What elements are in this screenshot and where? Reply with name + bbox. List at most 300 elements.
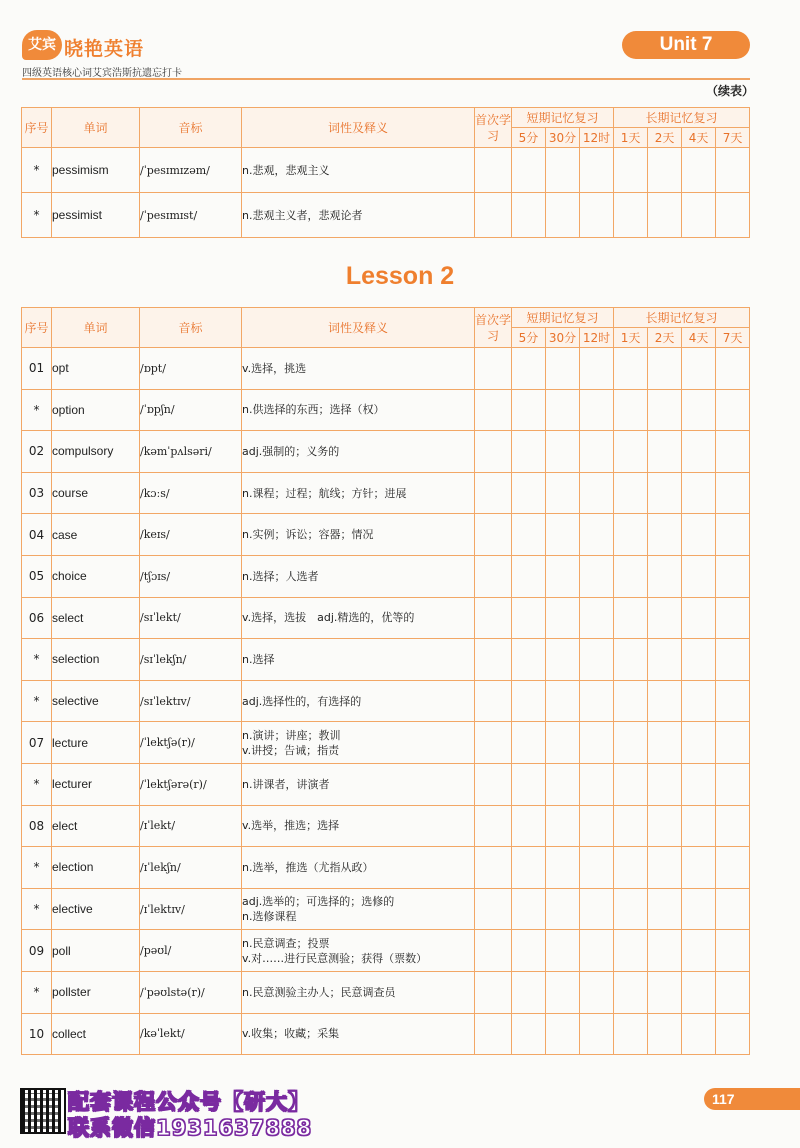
row-word: selective (52, 680, 140, 722)
page-header (0, 0, 800, 98)
review-checkbox[interactable] (475, 722, 512, 764)
unit-badge: Unit 7 (622, 31, 750, 59)
row-word: election (52, 847, 140, 889)
definition-line: n.选举，推选（尤指从政） (242, 860, 374, 874)
definition-line: v.讲授；告诫；指责 (242, 743, 340, 757)
definition-line: adj.强制的；义务的 (242, 444, 340, 458)
review-checkbox[interactable] (648, 1013, 682, 1055)
review-checkbox[interactable] (716, 639, 750, 681)
definition-line: adj.选择性的，有选择的 (242, 694, 362, 708)
table-row (22, 431, 750, 473)
header-long-col: 1天 (614, 328, 648, 348)
review-checkbox[interactable] (614, 348, 648, 390)
review-checkbox[interactable] (716, 722, 750, 764)
row-seq: * (22, 148, 52, 193)
definition-line: n.民意调查；投票 (242, 936, 330, 950)
review-checkbox[interactable] (614, 805, 648, 847)
row-definition (242, 193, 475, 238)
definition-line: n.悲观，悲观主义 (242, 163, 330, 177)
row-phonetic: /sɪˈlekʃn/ (140, 639, 242, 681)
review-checkbox[interactable] (682, 763, 716, 805)
review-checkbox[interactable] (716, 888, 750, 930)
review-checkbox[interactable] (716, 971, 750, 1013)
review-checkbox[interactable] (682, 847, 716, 889)
review-checkbox[interactable] (512, 555, 546, 597)
header-word: 单词 (52, 108, 140, 148)
review-checkbox[interactable] (475, 555, 512, 597)
header-short-col: 5分 (512, 128, 546, 148)
table-row (22, 555, 750, 597)
header-seq: 序号 (22, 108, 52, 148)
review-checkbox[interactable] (580, 763, 614, 805)
review-checkbox[interactable] (475, 472, 512, 514)
review-checkbox[interactable] (546, 348, 580, 390)
table-row (22, 514, 750, 556)
review-checkbox[interactable] (682, 888, 716, 930)
header-definition: 词性及释义 (242, 108, 475, 148)
review-checkbox[interactable] (614, 431, 648, 473)
header-long-col: 4天 (682, 128, 716, 148)
review-checkbox[interactable] (648, 971, 682, 1013)
header-phonetic: 音标 (140, 108, 242, 148)
row-definition (242, 472, 475, 514)
definition-line: adj.选举的；可选择的；选修的 (242, 895, 395, 909)
row-word: compulsory (52, 431, 140, 473)
review-checkbox[interactable] (716, 348, 750, 390)
brand-logo: 艾宾 (22, 30, 62, 60)
definition-line: n.民意测验主办人；民意调查员 (242, 985, 396, 999)
row-seq: * (22, 971, 52, 1013)
review-checkbox[interactable] (512, 431, 546, 473)
review-checkbox[interactable] (546, 193, 580, 238)
row-phonetic: /ˈɒpʃn/ (140, 389, 242, 431)
definition-line: v.选择，挑选 (242, 361, 307, 375)
review-checkbox[interactable] (648, 722, 682, 764)
review-checkbox[interactable] (580, 847, 614, 889)
review-checkbox[interactable] (648, 389, 682, 431)
row-word: select (52, 597, 140, 639)
row-phonetic: /ɪˈlekʃn/ (140, 847, 242, 889)
review-checkbox[interactable] (475, 348, 512, 390)
row-definition (242, 971, 475, 1013)
row-definition (242, 348, 475, 390)
row-phonetic: /ˈpəʊlstə(r)/ (140, 971, 242, 1013)
review-checkbox[interactable] (580, 514, 614, 556)
review-checkbox[interactable] (682, 348, 716, 390)
vocab-table-lesson (21, 307, 750, 1055)
review-checkbox[interactable] (546, 514, 580, 556)
review-checkbox[interactable] (546, 389, 580, 431)
definition-line: n.供选择的东西；选择（权） (242, 403, 385, 417)
row-definition (242, 514, 475, 556)
row-definition (242, 148, 475, 193)
row-seq: 10 (22, 1013, 52, 1055)
page-number: 117 (704, 1088, 800, 1110)
review-checkbox[interactable] (512, 888, 546, 930)
row-seq: * (22, 680, 52, 722)
review-checkbox[interactable] (716, 193, 750, 238)
row-definition (242, 597, 475, 639)
row-word: pollster (52, 971, 140, 1013)
row-seq: * (22, 389, 52, 431)
review-checkbox[interactable] (716, 148, 750, 193)
header-first-study: 首次学习 (475, 308, 512, 348)
row-phonetic: /tʃɔɪs/ (140, 555, 242, 597)
row-word: selection (52, 639, 140, 681)
row-definition (242, 431, 475, 473)
table-row (22, 847, 750, 889)
header-definition: 词性及释义 (242, 308, 475, 348)
row-phonetic: /kəmˈpʌlsəri/ (140, 431, 242, 473)
review-checkbox[interactable] (682, 680, 716, 722)
definition-line: n.选择；人选者 (242, 569, 319, 583)
review-checkbox[interactable] (580, 472, 614, 514)
review-checkbox[interactable] (475, 805, 512, 847)
row-phonetic: /ˈpesɪmɪst/ (140, 193, 242, 238)
row-word: lecture (52, 722, 140, 764)
review-checkbox[interactable] (580, 805, 614, 847)
header-long-term: 长期记忆复习 (614, 308, 750, 328)
review-checkbox[interactable] (475, 193, 512, 238)
header-seq: 序号 (22, 308, 52, 348)
review-checkbox[interactable] (648, 597, 682, 639)
table-row (22, 805, 750, 847)
row-word: poll (52, 930, 140, 972)
row-phonetic: /kəˈlekt/ (140, 1013, 242, 1055)
review-checkbox[interactable] (682, 389, 716, 431)
header-long-col: 7天 (716, 128, 750, 148)
row-seq: * (22, 639, 52, 681)
review-checkbox[interactable] (614, 389, 648, 431)
review-checkbox[interactable] (546, 431, 580, 473)
review-checkbox[interactable] (580, 555, 614, 597)
definition-line: n.课程；过程；航线；方针；进展 (242, 486, 407, 500)
row-phonetic: /keɪs/ (140, 514, 242, 556)
row-definition (242, 722, 475, 764)
vocab-table-continued (21, 107, 750, 238)
review-checkbox[interactable] (580, 348, 614, 390)
review-checkbox[interactable] (512, 193, 546, 238)
review-checkbox[interactable] (614, 763, 648, 805)
review-checkbox[interactable] (716, 472, 750, 514)
header-long-col: 2天 (648, 128, 682, 148)
header-long-col: 7天 (716, 328, 750, 348)
review-checkbox[interactable] (682, 193, 716, 238)
footer-ad-contact: 联系微信1931637888 (68, 1116, 313, 1140)
review-checkbox[interactable] (716, 1013, 750, 1055)
review-checkbox[interactable] (648, 805, 682, 847)
review-checkbox[interactable] (648, 680, 682, 722)
review-checkbox[interactable] (580, 389, 614, 431)
header-long-col: 4天 (682, 328, 716, 348)
review-checkbox[interactable] (716, 389, 750, 431)
review-checkbox[interactable] (614, 847, 648, 889)
row-seq: 08 (22, 805, 52, 847)
table-row (22, 763, 750, 805)
header-short-col: 12时 (580, 128, 614, 148)
row-phonetic: /pəʊl/ (140, 930, 242, 972)
review-checkbox[interactable] (546, 930, 580, 972)
row-seq: 01 (22, 348, 52, 390)
header-long-term: 长期记忆复习 (614, 108, 750, 128)
review-checkbox[interactable] (614, 514, 648, 556)
review-checkbox[interactable] (648, 930, 682, 972)
header-short-col: 5分 (512, 328, 546, 348)
review-checkbox[interactable] (512, 680, 546, 722)
review-checkbox[interactable] (475, 639, 512, 681)
row-definition (242, 680, 475, 722)
review-checkbox[interactable] (580, 680, 614, 722)
review-checkbox[interactable] (546, 148, 580, 193)
review-checkbox[interactable] (682, 148, 716, 193)
review-checkbox[interactable] (475, 930, 512, 972)
row-seq: 04 (22, 514, 52, 556)
review-checkbox[interactable] (648, 763, 682, 805)
review-checkbox[interactable] (580, 722, 614, 764)
row-definition (242, 389, 475, 431)
review-checkbox[interactable] (475, 514, 512, 556)
row-definition (242, 805, 475, 847)
row-seq: 05 (22, 555, 52, 597)
header-first-study: 首次学习 (475, 108, 512, 148)
review-checkbox[interactable] (546, 472, 580, 514)
review-checkbox[interactable] (512, 389, 546, 431)
header-short-col: 12时 (580, 328, 614, 348)
review-checkbox[interactable] (682, 514, 716, 556)
review-checkbox[interactable] (648, 193, 682, 238)
review-checkbox[interactable] (716, 514, 750, 556)
definition-line: n.讲课者，讲演者 (242, 777, 330, 791)
review-checkbox[interactable] (475, 1013, 512, 1055)
row-seq: 09 (22, 930, 52, 972)
review-checkbox[interactable] (614, 193, 648, 238)
row-word: elect (52, 805, 140, 847)
review-checkbox[interactable] (580, 639, 614, 681)
header-word: 单词 (52, 308, 140, 348)
table-row (22, 722, 750, 764)
row-definition (242, 930, 475, 972)
table-row (22, 930, 750, 972)
row-word: option (52, 389, 140, 431)
qr-code (20, 1088, 66, 1134)
review-checkbox[interactable] (614, 555, 648, 597)
definition-line: v.选举，推选；选择 (242, 819, 340, 833)
review-checkbox[interactable] (475, 847, 512, 889)
review-checkbox[interactable] (648, 847, 682, 889)
review-checkbox[interactable] (716, 930, 750, 972)
review-checkbox[interactable] (614, 1013, 648, 1055)
continued-label: （续表） (706, 84, 755, 98)
review-checkbox[interactable] (614, 722, 648, 764)
table-row (22, 193, 750, 238)
row-word: opt (52, 348, 140, 390)
review-checkbox[interactable] (475, 763, 512, 805)
review-checkbox[interactable] (648, 555, 682, 597)
review-checkbox[interactable] (614, 930, 648, 972)
row-definition (242, 555, 475, 597)
table-row (22, 472, 750, 514)
review-checkbox[interactable] (614, 148, 648, 193)
row-definition (242, 639, 475, 681)
review-checkbox[interactable] (546, 763, 580, 805)
review-checkbox[interactable] (546, 722, 580, 764)
review-checkbox[interactable] (614, 472, 648, 514)
review-checkbox[interactable] (546, 555, 580, 597)
row-definition (242, 888, 475, 930)
review-checkbox[interactable] (614, 680, 648, 722)
row-word: collect (52, 1013, 140, 1055)
review-checkbox[interactable] (512, 472, 546, 514)
review-checkbox[interactable] (614, 888, 648, 930)
table-row (22, 389, 750, 431)
review-checkbox[interactable] (512, 847, 546, 889)
review-checkbox[interactable] (546, 805, 580, 847)
review-checkbox[interactable] (580, 597, 614, 639)
row-word: elective (52, 888, 140, 930)
brand-name: 晓艳英语 (64, 38, 145, 60)
review-checkbox[interactable] (682, 971, 716, 1013)
row-phonetic: /ɪˈlekt/ (140, 805, 242, 847)
review-checkbox[interactable] (682, 1013, 716, 1055)
row-word: pessimism (52, 148, 140, 193)
table-row (22, 971, 750, 1013)
review-checkbox[interactable] (682, 930, 716, 972)
review-checkbox[interactable] (512, 805, 546, 847)
table-row (22, 597, 750, 639)
review-checkbox[interactable] (682, 722, 716, 764)
row-seq: * (22, 763, 52, 805)
table-row (22, 1013, 750, 1055)
footer-ad-course: 配套课程公众号【研大】 (68, 1090, 310, 1114)
review-checkbox[interactable] (512, 639, 546, 681)
review-checkbox[interactable] (682, 639, 716, 681)
row-seq: * (22, 847, 52, 889)
lesson-title: Lesson 2 (345, 262, 455, 290)
header-short-col: 30分 (546, 128, 580, 148)
review-checkbox[interactable] (512, 597, 546, 639)
review-checkbox[interactable] (648, 888, 682, 930)
review-checkbox[interactable] (475, 680, 512, 722)
review-checkbox[interactable] (614, 639, 648, 681)
review-checkbox[interactable] (716, 847, 750, 889)
review-checkbox[interactable] (580, 930, 614, 972)
review-checkbox[interactable] (580, 1013, 614, 1055)
row-phonetic: /ɒpt/ (140, 348, 242, 390)
review-checkbox[interactable] (475, 888, 512, 930)
row-phonetic: /ˈpesɪmɪzəm/ (140, 148, 242, 193)
review-checkbox[interactable] (716, 555, 750, 597)
review-checkbox[interactable] (682, 555, 716, 597)
review-checkbox[interactable] (716, 763, 750, 805)
row-phonetic: /sɪˈlekt/ (140, 597, 242, 639)
review-checkbox[interactable] (512, 148, 546, 193)
review-checkbox[interactable] (512, 930, 546, 972)
row-word: lecturer (52, 763, 140, 805)
review-checkbox[interactable] (546, 847, 580, 889)
review-checkbox[interactable] (716, 431, 750, 473)
row-word: choice (52, 555, 140, 597)
review-checkbox[interactable] (580, 971, 614, 1013)
review-checkbox[interactable] (475, 597, 512, 639)
definition-line: n.实例；诉讼；容器；情况 (242, 528, 374, 542)
row-phonetic: /kɔːs/ (140, 472, 242, 514)
review-checkbox[interactable] (580, 148, 614, 193)
table-row (22, 639, 750, 681)
review-checkbox[interactable] (648, 639, 682, 681)
review-checkbox[interactable] (580, 193, 614, 238)
row-seq: * (22, 888, 52, 930)
review-checkbox[interactable] (648, 348, 682, 390)
review-checkbox[interactable] (648, 514, 682, 556)
definition-line: n.选择 (242, 652, 275, 666)
review-checkbox[interactable] (512, 1013, 546, 1055)
header-short-col: 30分 (546, 328, 580, 348)
review-checkbox[interactable] (512, 348, 546, 390)
review-checkbox[interactable] (546, 680, 580, 722)
header-long-col: 1天 (614, 128, 648, 148)
review-checkbox[interactable] (716, 805, 750, 847)
row-seq: 06 (22, 597, 52, 639)
row-word: course (52, 472, 140, 514)
review-checkbox[interactable] (614, 597, 648, 639)
review-checkbox[interactable] (580, 431, 614, 473)
review-checkbox[interactable] (546, 888, 580, 930)
review-checkbox[interactable] (546, 639, 580, 681)
row-phonetic: /sɪˈlektɪv/ (140, 680, 242, 722)
review-checkbox[interactable] (512, 722, 546, 764)
table-row (22, 680, 750, 722)
book-subtitle: 四级英语核心词艾宾浩斯抗遗忘打卡 (22, 68, 182, 79)
review-checkbox[interactable] (512, 971, 546, 1013)
review-checkbox[interactable] (546, 1013, 580, 1055)
review-checkbox[interactable] (614, 971, 648, 1013)
row-seq: 02 (22, 431, 52, 473)
review-checkbox[interactable] (682, 805, 716, 847)
header-short-term: 短期记忆复习 (512, 308, 614, 328)
review-checkbox[interactable] (546, 597, 580, 639)
review-checkbox[interactable] (648, 148, 682, 193)
row-word: case (52, 514, 140, 556)
table-row (22, 148, 750, 193)
row-phonetic: /ˈlektʃərə(r)/ (140, 763, 242, 805)
review-checkbox[interactable] (648, 472, 682, 514)
review-checkbox[interactable] (512, 514, 546, 556)
header-long-col: 2天 (648, 328, 682, 348)
review-checkbox[interactable] (475, 971, 512, 1013)
review-checkbox[interactable] (682, 597, 716, 639)
review-checkbox[interactable] (648, 431, 682, 473)
review-checkbox[interactable] (475, 431, 512, 473)
table-row (22, 888, 750, 930)
row-seq: * (22, 193, 52, 238)
row-word: pessimist (52, 193, 140, 238)
table-row (22, 348, 750, 390)
review-checkbox[interactable] (682, 472, 716, 514)
review-checkbox[interactable] (682, 431, 716, 473)
review-checkbox[interactable] (716, 680, 750, 722)
review-checkbox[interactable] (546, 971, 580, 1013)
review-checkbox[interactable] (580, 888, 614, 930)
review-checkbox[interactable] (716, 597, 750, 639)
review-checkbox[interactable] (475, 389, 512, 431)
row-seq: 07 (22, 722, 52, 764)
definition-line: n.演讲；讲座；教训 (242, 728, 341, 742)
definition-line: n.悲观主义者，悲观论者 (242, 208, 363, 222)
review-checkbox[interactable] (475, 148, 512, 193)
review-checkbox[interactable] (512, 763, 546, 805)
definition-line: v.对……进行民意测验；获得（票数） (242, 951, 428, 965)
definition-line: n.选修课程 (242, 910, 297, 924)
